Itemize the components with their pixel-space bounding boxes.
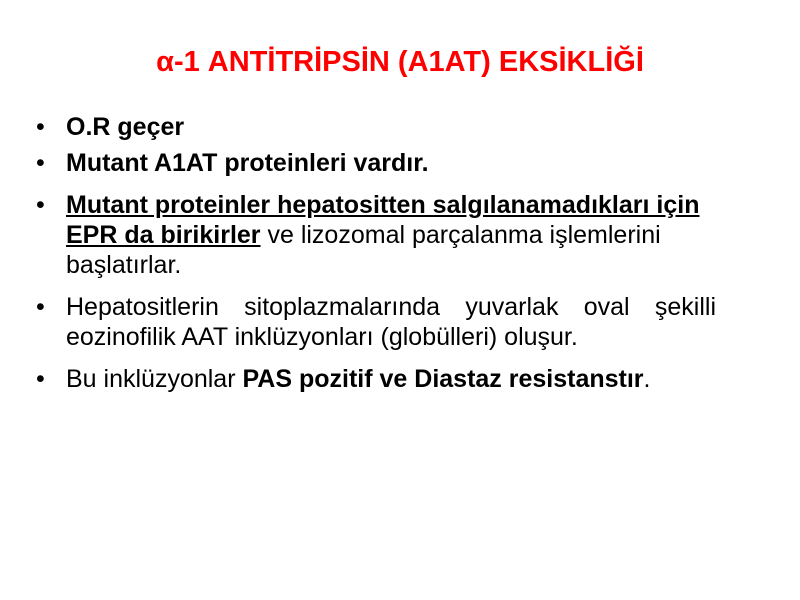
bullet-marker: • [36,149,45,177]
bullet-list [36,112,716,406]
bullet-bold-text: PAS pozitif ve Diastaz resistanstır [242,365,644,393]
bullet-text: ve lizozomal parçalanma işlemlerini başlatırlar. [66,221,661,279]
bullet-item-inclusions [36,292,716,352]
bullet-text: Bu inklüzyonlar [66,365,243,393]
bullet-text: Mutant A1AT proteinleri vardır. [66,149,429,177]
bullet-item-inheritance [36,112,716,142]
bullet-text: O.R geçer [66,113,185,141]
bullet-item-accumulation [36,190,716,280]
bullet-item-pas-stain [36,364,716,394]
bullet-marker: • [36,293,45,321]
bullet-item-mutant-proteins [36,148,716,178]
bullet-text-end: . [643,365,651,393]
bullet-marker: • [36,191,45,219]
bullet-emphasis-text: Mutant proteinler hepatositten salgılanamadıkları için EPR da birikirler [66,191,700,249]
bullet-marker: • [36,113,45,141]
bullet-marker: • [36,365,45,393]
slide-title: α-1 ANTİTRİPSİN (A1AT) EKSİKLİĞİ [156,46,644,78]
bullet-text: Hepatositlerin sitoplazmalarında yuvarlak oval şekilli eozinofilik AAT inklüzyonları (globülleri) oluşur. [66,293,716,351]
